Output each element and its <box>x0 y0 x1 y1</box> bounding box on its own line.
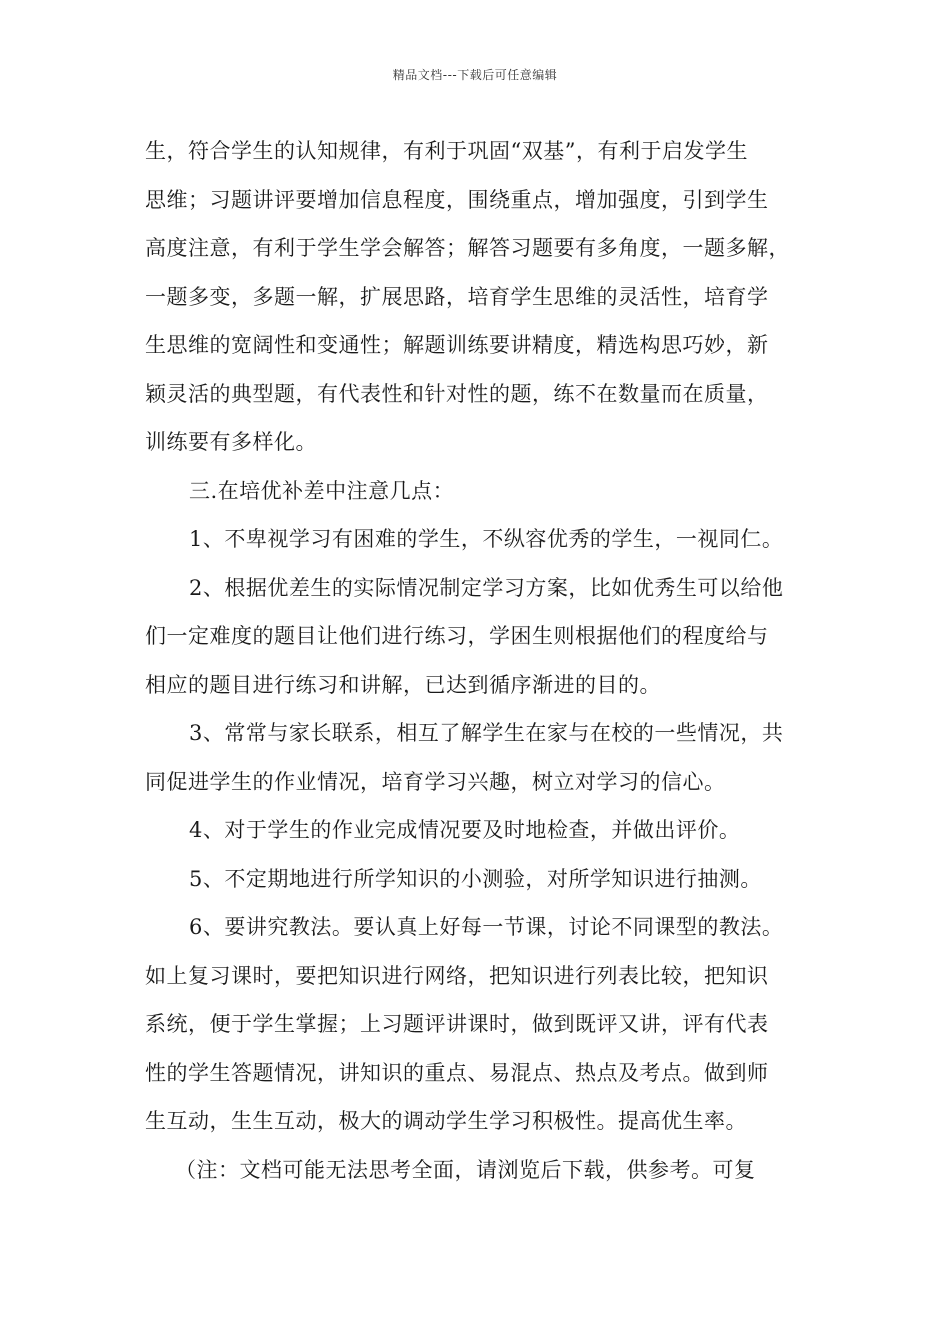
list-item: 4、对于学生的作业完成情况要及时地检查，并做出评价。 <box>189 818 741 842</box>
text-line: 们一定难度的题目让他们进行练习，学困生则根据他们的程度给与 <box>145 624 769 648</box>
list-item: 6、要讲究教法。要认真上好每一节课，讨论不同课型的教法。 <box>189 915 784 939</box>
text-line: 性的学生答题情况，讲知识的重点、易混点、热点及考点。做到师 <box>145 1060 769 1085</box>
text-line: 生，符合学生的认知规律，有利于巩固“双基”，有利于启发学生 <box>145 139 748 163</box>
text-line: 生思维的宽阔性和变通性；解题训练要讲精度，精选构思巧妙，新 <box>145 333 769 357</box>
text-line: 一题多变，多题一解，扩展思路，培育学生思维的灵活性，培育学 <box>145 284 769 309</box>
text-line: 颖灵活的典型题，有代表性和针对性的题，练不在数量而在质量， <box>145 381 769 406</box>
text-line: 训练要有多样化。 <box>145 430 317 454</box>
text-line: 系统，便于学生掌握；上习题评讲课时，做到既评又讲，评有代表 <box>145 1012 769 1036</box>
note-line: （注：文档可能无法思考全面，请浏览后下载，供参考。可复 <box>175 1157 756 1182</box>
text-line: 思维；习题讲评要增加信息程度，围绕重点，增加强度，引到学生 <box>145 187 769 212</box>
list-item: 2、根据优差生的实际情况制定学习方案，比如优秀生可以给他 <box>189 575 784 600</box>
section-heading: 三.在培优补差中注意几点： <box>189 478 455 503</box>
document-body <box>145 127 835 1194</box>
list-item: 5、不定期地进行所学知识的小测验，对所学知识进行抽测。 <box>189 866 762 891</box>
text-line: 生互动，生生互动，极大的调动学生学习积极性。提高优生率。 <box>145 1109 747 1133</box>
list-item: 1、不卑视学习有困难的学生，不纵容优秀的学生，一视同仁。 <box>189 527 784 551</box>
text-line: 相应的题目进行练习和讲解，已达到循序渐进的目的。 <box>145 672 661 697</box>
page-header: 精品文档---下载后可任意编辑 <box>392 68 558 82</box>
text-line: 同促进学生的作业情况，培育学习兴趣，树立对学习的信心。 <box>145 769 726 794</box>
text-line: 高度注意，有利于学生学会解答；解答习题要有多角度，一题多解， <box>145 236 790 260</box>
list-item: 3、常常与家长联系，相互了解学生在家与在校的一些情况，共 <box>189 721 784 745</box>
text-line: 如上复习课时，要把知识进行网络，把知识进行列表比较，把知识 <box>145 963 769 988</box>
